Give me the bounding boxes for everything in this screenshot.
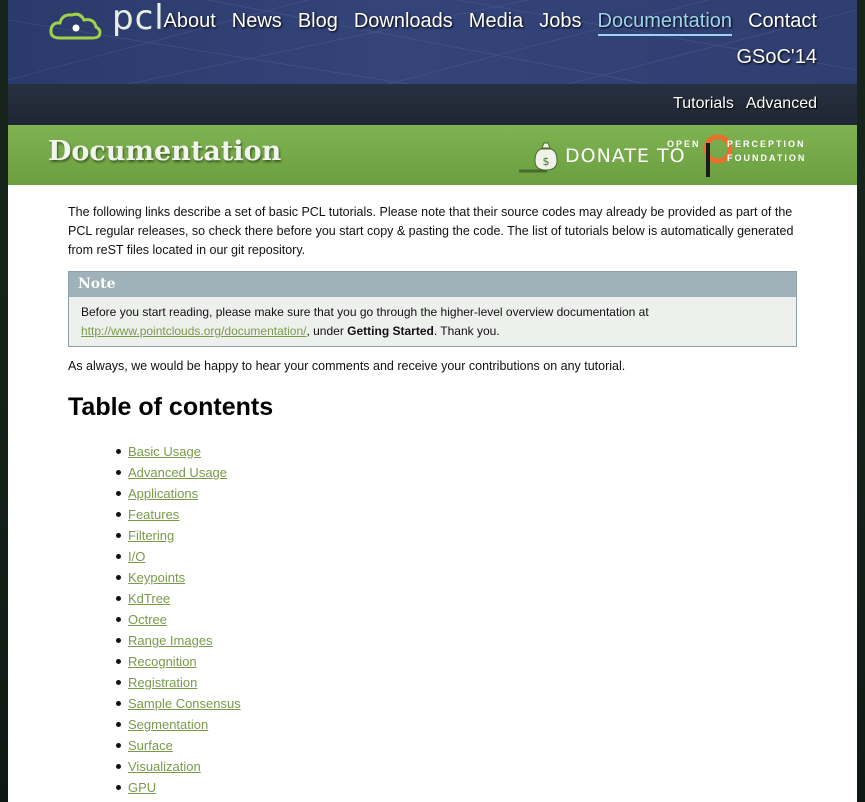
nav-gsoc[interactable]: GSoC'14 bbox=[736, 46, 817, 68]
nav-contact[interactable]: Contact bbox=[748, 10, 817, 32]
list-item bbox=[128, 735, 241, 756]
list-item bbox=[128, 567, 241, 588]
outro-paragraph: As always, we would be happy to hear your comments and receive your contributions on any tutorial. bbox=[68, 359, 626, 373]
page-banner bbox=[8, 125, 857, 185]
bullet-icon bbox=[116, 785, 121, 790]
donate-text: DONATE TO bbox=[565, 145, 686, 167]
bullet-icon bbox=[116, 596, 121, 601]
list-item bbox=[128, 483, 241, 504]
toc-link-octree[interactable]: Octree bbox=[128, 612, 168, 627]
nav-jobs[interactable]: Jobs bbox=[539, 10, 582, 32]
toc-link-kdtree[interactable]: KdTree bbox=[128, 591, 171, 606]
bullet-icon bbox=[116, 470, 121, 475]
sub-nav-items bbox=[673, 95, 817, 113]
bullet-icon bbox=[116, 701, 121, 706]
bullet-icon bbox=[116, 722, 121, 727]
list-item bbox=[128, 609, 241, 630]
note-bold-text: Getting Started bbox=[347, 324, 434, 338]
toc-link-recognition[interactable]: Recognition bbox=[128, 654, 197, 669]
list-item bbox=[128, 504, 241, 525]
cloud-icon bbox=[48, 10, 104, 44]
site-header bbox=[8, 0, 857, 84]
list-item bbox=[128, 651, 241, 672]
bullet-icon bbox=[116, 449, 121, 454]
note-text-after: . Thank you. bbox=[433, 324, 500, 338]
bullet-icon bbox=[116, 743, 121, 748]
nav-media[interactable]: Media bbox=[468, 10, 524, 32]
documentation-link[interactable]: http://www.pointclouds.org/documentation/ bbox=[81, 324, 307, 338]
list-item bbox=[128, 462, 241, 483]
toc-link-sample-consensus[interactable]: Sample Consensus bbox=[128, 696, 241, 711]
list-item bbox=[128, 714, 241, 735]
list-item bbox=[128, 546, 241, 567]
main-content bbox=[8, 185, 857, 802]
pcl-logo[interactable] bbox=[48, 0, 168, 44]
org-perception-text: PERCEPTION bbox=[727, 139, 806, 149]
bullet-icon bbox=[116, 659, 121, 664]
bullet-icon bbox=[116, 491, 121, 496]
toc-link-visualization[interactable]: Visualization bbox=[128, 759, 201, 774]
list-item bbox=[128, 525, 241, 546]
donate-button[interactable] bbox=[517, 133, 817, 179]
list-item bbox=[128, 588, 241, 609]
note-title: Note bbox=[69, 272, 796, 297]
toc-link-advanced-usage[interactable]: Advanced Usage bbox=[128, 465, 228, 480]
bullet-icon bbox=[116, 680, 121, 685]
bullet-icon bbox=[116, 638, 121, 643]
toc-link-basic-usage[interactable]: Basic Usage bbox=[128, 444, 201, 459]
list-item bbox=[128, 630, 241, 651]
main-nav bbox=[164, 10, 817, 36]
sub-nav-advanced[interactable]: Advanced bbox=[745, 95, 817, 112]
bullet-icon bbox=[116, 764, 121, 769]
toc-link-registration[interactable]: Registration bbox=[128, 675, 198, 690]
page-title: Documentation bbox=[48, 136, 282, 167]
nav-documentation[interactable]: Documentation bbox=[598, 10, 733, 36]
svg-text:$: $ bbox=[542, 155, 550, 168]
org-open-text: OPEN bbox=[667, 139, 701, 149]
toc-link-keypoints[interactable]: Keypoints bbox=[128, 570, 186, 585]
intro-paragraph: The following links describe a set of basic PCL tutorials. Please note that their source codes may already be provided as part of the PCL regular releases, so check there before you start copy & pasting the code. The list of tutorials below is automatically generated from reST files located in our git repository. bbox=[68, 205, 794, 257]
bullet-icon bbox=[116, 512, 121, 517]
toc-link-gpu[interactable]: GPU bbox=[128, 780, 157, 795]
list-item bbox=[128, 693, 241, 714]
toc-link-filtering[interactable]: Filtering bbox=[128, 528, 175, 543]
bullet-icon bbox=[116, 554, 121, 559]
nav-downloads[interactable]: Downloads bbox=[353, 10, 453, 32]
logo-text: pcl bbox=[112, 0, 165, 38]
money-bag-icon bbox=[517, 137, 563, 177]
note-text-mid: , under bbox=[306, 324, 348, 338]
toc-heading: Table of contents bbox=[68, 393, 274, 421]
toc-link-surface[interactable]: Surface bbox=[128, 738, 173, 753]
list-item bbox=[128, 756, 241, 777]
sub-nav bbox=[8, 84, 857, 125]
bullet-icon bbox=[116, 533, 121, 538]
note-text-before: Before you start reading, please make sure that you go through the higher-level overview documentation at bbox=[81, 305, 649, 319]
bullet-icon bbox=[116, 575, 121, 580]
nav-blog[interactable]: Blog bbox=[297, 10, 338, 32]
toc-link-range-images[interactable]: Range Images bbox=[128, 633, 213, 648]
toc-link-segmentation[interactable]: Segmentation bbox=[128, 717, 209, 732]
list-item bbox=[128, 777, 241, 798]
nav-about[interactable]: About bbox=[163, 10, 216, 32]
nav-news[interactable]: News bbox=[231, 10, 282, 32]
note-body bbox=[69, 297, 796, 347]
toc-link-applications[interactable]: Applications bbox=[128, 486, 199, 501]
bullet-icon bbox=[116, 617, 121, 622]
toc-link-io[interactable]: I/O bbox=[128, 549, 146, 564]
toc-list bbox=[128, 441, 241, 798]
list-item bbox=[128, 672, 241, 693]
list-item bbox=[128, 441, 241, 462]
sub-nav-tutorials[interactable]: Tutorials bbox=[673, 95, 734, 112]
org-foundation-text: FOUNDATION bbox=[727, 153, 807, 163]
note-box bbox=[68, 271, 797, 347]
toc-link-features[interactable]: Features bbox=[128, 507, 180, 522]
